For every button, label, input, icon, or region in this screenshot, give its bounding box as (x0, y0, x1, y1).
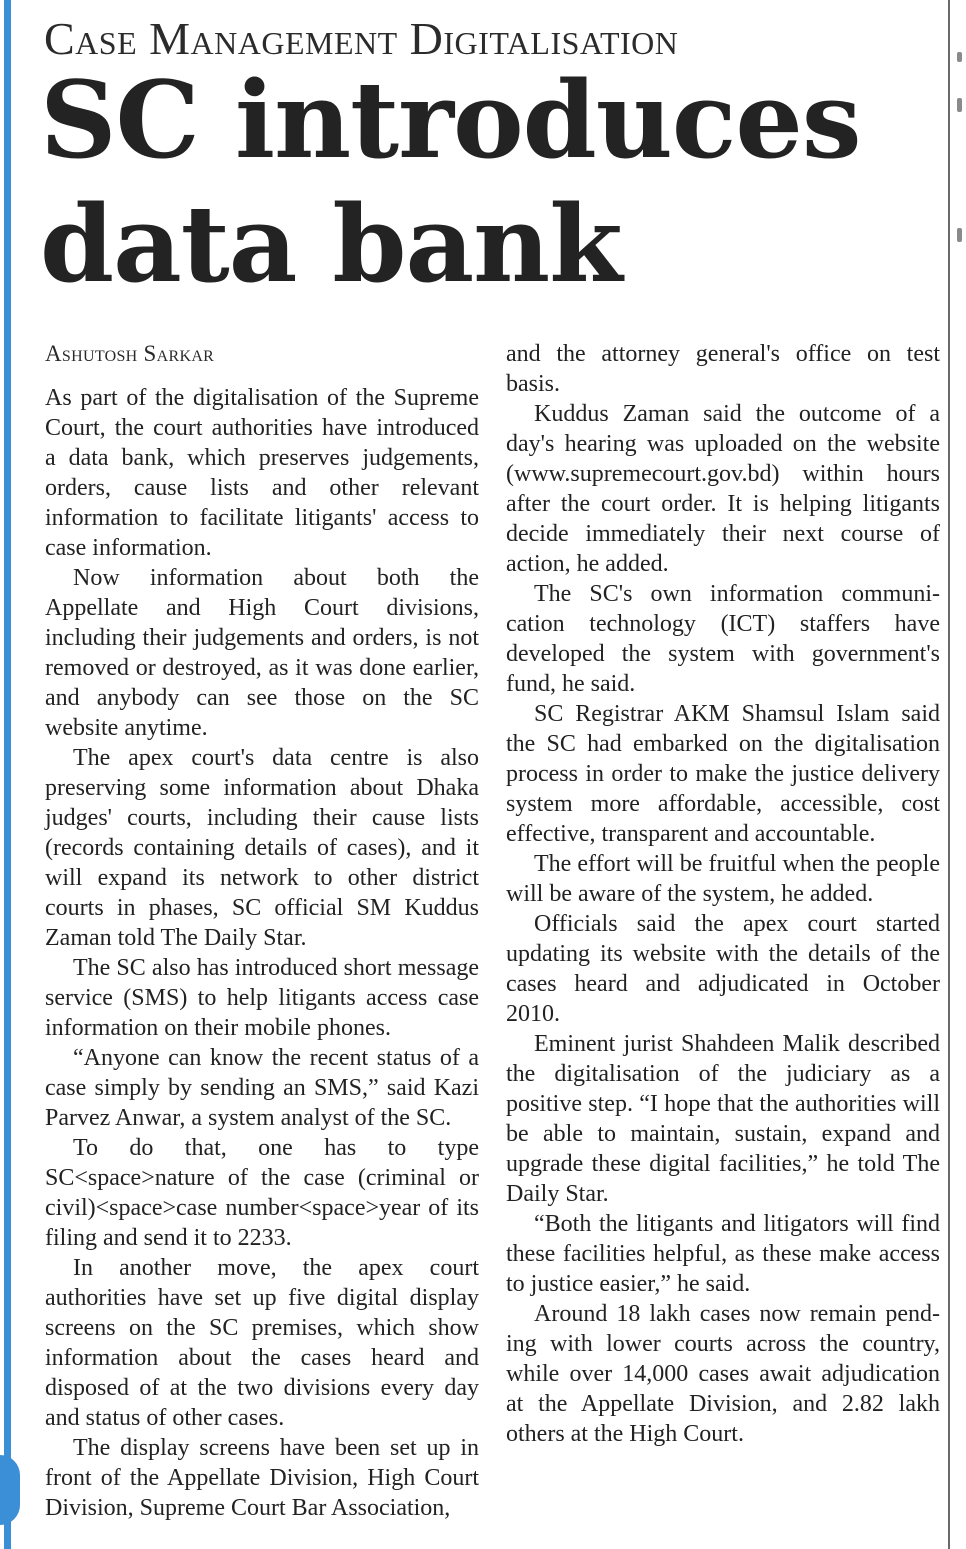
paragraph: Around 18 lakh cases now remain pending with lower courts across the country, while over 14,000 cases await adjudication at the Appellate Division, and 2.82 lakh others at the High Court. (506, 1301, 940, 1447)
paragraph: “Anyone can know the recent status of a case simply by sending an SMS,” said Kazi Parvez Anwar, a system analyst of the SC. (45, 1045, 479, 1131)
paragraph: To do that, one has to type SC<space>nature of the case (criminal or civil)<space>case number<space>year of its filing and send it to 2233. (45, 1135, 479, 1251)
paragraph: SC Registrar AKM Shamsul Islam said the SC had embarked on the digitalisation process in order to make the justice delivery system more affordable, accessible, cost effective, transparent and accountable. (506, 701, 940, 847)
paragraph: Kuddus Zaman said the outcome of a day's hearing was uploaded on the website (www.supremecourt.gov.bd) within hours after the court order. It is helping litigants decide immediately their next course of action, he added. (506, 401, 940, 577)
article-kicker: Case Management Digitalisation (44, 13, 679, 64)
paragraph: The apex court's data centre is also preserving some information about Dhaka judges' courts, including their cause lists (records containing details of cases), and it will expand its network to other district courts in phases, SC official SM Kuddus Zaman told The Daily Star. (45, 745, 479, 951)
paragraph: The display screens have been set up in front of the Appellate Division, High Court Division, Supreme Court Bar Association, (45, 1435, 479, 1521)
article-column-right (506, 339, 940, 1449)
paragraph: As part of the digitalisation of the Supreme Court, the court authorities have introduced a data bank, which preserves judgements, orders, cause lists and other relevant information to facilitate litigants' access to case information. (45, 385, 479, 561)
paragraph: The SC's own information communication technology (ICT) staffers have developed the system with government's fund, he said. (506, 581, 940, 697)
paragraph: Eminent jurist Shahdeen Malik described the digitalisation of the judiciary as a positive step. “I hope that the authorities will be able to maintain, sustain, expand and upgrade these digital facilities,” he told The Daily Star. (506, 1031, 940, 1207)
paragraph: In another move, the apex court authorities have set up five digital display screens on the SC premises, which show information about the cases heard and disposed of at the two divisions every day and status of other cases. (45, 1255, 479, 1431)
paragraph: Officials said the apex court started updating its website with the details of the cases heard and adjudicated in October 2010. (506, 911, 940, 1027)
paragraph: “Both the litigants and litigators will find these facilities helpful, as these make access to justice easier,” he said. (506, 1211, 940, 1297)
paragraph: The SC also has introduced short message service (SMS) to help litigants access case information on their mobile phones. (45, 955, 479, 1041)
left-accent-rule (4, 0, 11, 1549)
article-headline: SC introduces data bank (40, 57, 861, 306)
paragraph: The effort will be fruitful when the people will be aware of the system, he added. (506, 851, 940, 907)
article-byline: Ashutosh Sarkar (45, 341, 215, 366)
paragraph: Now information about both the Appellate and High Court divisions, including their judgements and orders, is not removed or destroyed, as it was done earlier, and anybody can see those on the SC website anytime. (45, 565, 479, 741)
column-divider-rule (948, 0, 950, 1549)
paragraph-continuation: and the attorney general's office on test basis. (506, 341, 940, 397)
article-column-left (45, 383, 479, 1523)
left-accent-rule-cap (0, 1455, 20, 1525)
adjacent-article-edge (957, 0, 966, 1549)
